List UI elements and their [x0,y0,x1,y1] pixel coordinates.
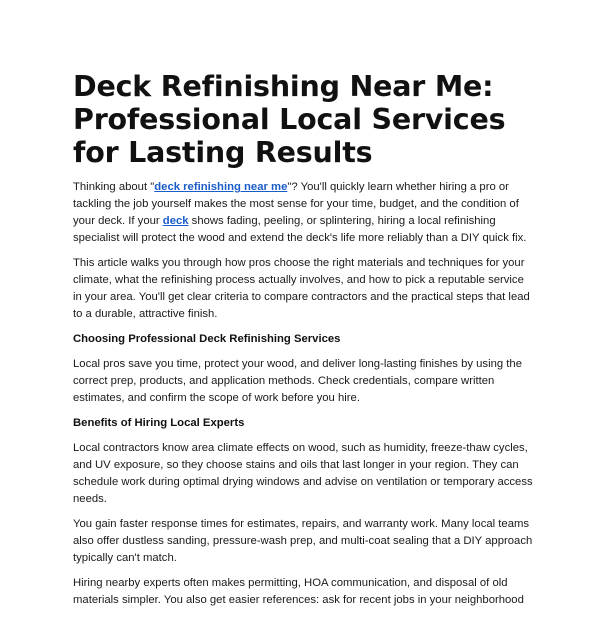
article-title: Deck Refinishing Near Me: Professional Local Services for Lasting Results [73,70,506,169]
overview-paragraph: This article walks you through how pros choose the right materials and techniques for your climate, what the refinishing process actually involves, and how to pick a reputable service in your area. You'll get clear criteria to compare contractors and the practical steps that lead to a durable, attractive finish. [73,257,530,320]
benefits-paragraph-3: Hiring nearby experts often makes permitting, HOA communication, and disposal of old materials simpler. You also get easier references: ask for recent jobs in your neighborhood [73,577,524,606]
intro-text-end: shows fading, peeling, or splintering, hiring a local refinishing specialist will protect the wood and extend the deck's life more reliably than a DIY quick fix. [73,215,527,244]
section-heading-choosing: Choosing Professional Deck Refinishing Services [73,333,341,345]
deck-refinishing-near-me-link[interactable]: deck refinishing near me [154,181,288,193]
choosing-paragraph: Local pros save you time, protect your wood, and deliver long-lasting finishes by using the correct prep, products, and application methods. Check credentials, compare written estimates, and confirm the scope of work before you hire. [73,358,522,404]
benefits-paragraph-2: You gain faster response times for estimates, repairs, and warranty work. Many local teams also offer dustless sanding, pressure-wash prep, and multi-coat sealing that a DIY approach typically can't match. [73,518,533,564]
intro-text-start: Thinking about " [73,181,155,193]
benefits-paragraph-1: Local contractors know area climate effects on wood, such as humidity, freeze-thaw cycles, and UV exposure, so they choose stains and oils that last longer in your region. They can schedule work during optimal drying windows and advise on ventilation or temporary access needs. [73,442,533,505]
article [73,70,533,617]
deck-link[interactable]: deck [162,215,189,227]
intro-text-middle: "? You'll quickly learn whether hiring a pro or tackling the job yourself makes the most sense for your time, budget, and the condition of your deck. If your [73,181,519,227]
section-heading-benefits: Benefits of Hiring Local Experts [73,417,245,429]
intro-paragraph [73,179,533,247]
